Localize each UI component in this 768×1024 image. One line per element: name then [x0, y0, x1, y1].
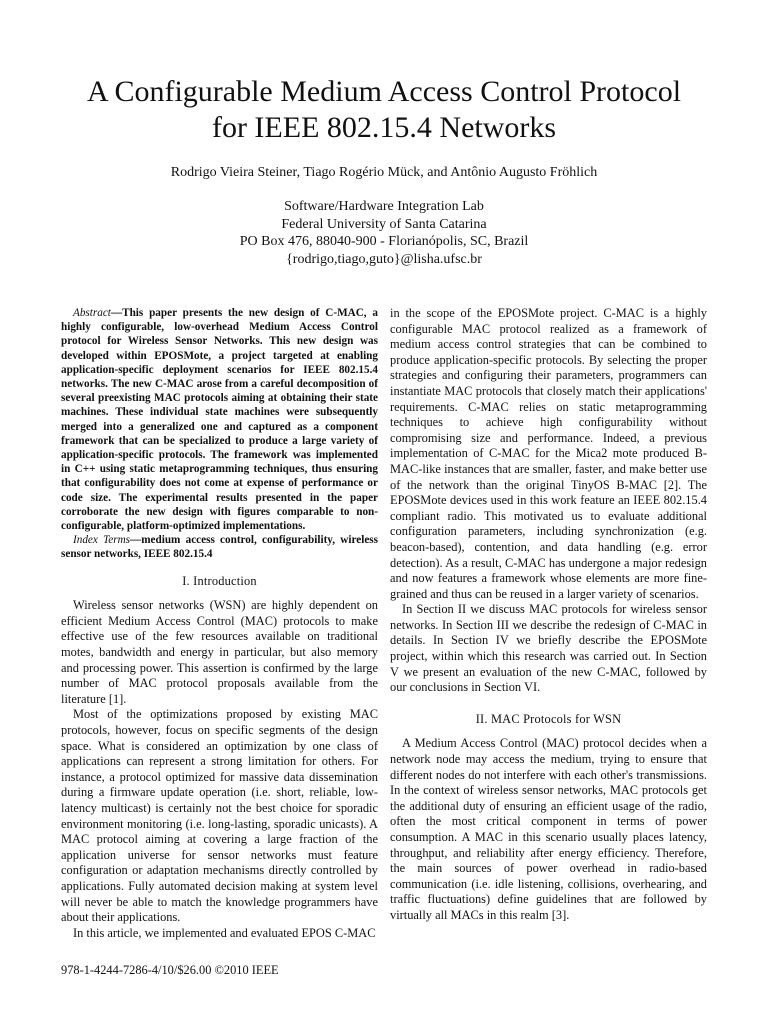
- paper-title: [40, 74, 728, 146]
- abstract-text: —This paper presents the new design of C-MAC, a highly configurable, low-overhead Medium Access Control protocol for Wireless Sensor Networks. This new design was developed within EPOSMote, a project targeted at enabling application-specific deployment scenarios for IEEE 802.15.4 networks. The new C-MAC arose from a careful decomposition of several preexisting MAC protocols aiming at obtaining their state machines. These individual state machines were subsequently merged into a generalized one and captured as a component framework that can be specialized to produce a large variety of application-specific protocols. The framework was implemented in C++ using static metaprogramming techniques, thus ensuring that configurability does not come at expense of performance or code size. The experimental results presented in the paper corroborate the new design with figures comparable to non-configurable, platform-optimized implementations.: [61, 307, 378, 533]
- affiliation-lab: Software/Hardware Integration Lab: [284, 199, 484, 214]
- section2-paragraph-1: A Medium Access Control (MAC) protocol decides when a network node may access the medium, trying to ensure that different nodes do not interfere with each other's transmissions. In the context of wireless sensor networks, MAC protocols get the additional duty of ensuring an efficient usage of the radio, often the most critical component in terms of power consumption. A MAC in this scenario usually places latency, throughput, and reliability after energy efficiency. Therefore, the main sources of power overhead in radio-based communication (i.e. idle listening, collisions, overhearing, and traffic fluctuations) define guidelines that are followed by virtually all MACs in this realm [3].: [390, 736, 707, 922]
- index-terms: [61, 533, 378, 561]
- author-list: Rodrigo Vieira Steiner, Tiago Rogério Mück, and Antônio Augusto Fröhlich: [170, 165, 598, 180]
- affiliation-email: {rodrigo,tiago,guto}@lisha.ufsc.br: [286, 251, 482, 267]
- copyright-footer: 978-1-4244-7286-4/10/$26.00 ©2010 IEEE: [61, 963, 279, 977]
- intro-paragraph-3: In this article, we implemented and evaluated EPOS C-MAC: [73, 925, 376, 940]
- abstract: [61, 306, 378, 533]
- intro-paragraph-1: Wireless sensor networks (WSN) are highly dependent on efficient Medium Access Control (MAC) protocols to make effective use of the few resources available on traditional motes, bandwidth and energy in particular, but also memory and processing power. This assertion is confirmed by the large number of MAC protocol proposals available from the literature [1].: [61, 598, 378, 706]
- title-line-2: for IEEE 802.15.4 Networks: [211, 111, 557, 144]
- affiliation-address: PO Box 476, 88040-900 - Florianópolis, SC, Brazil: [239, 234, 529, 249]
- abstract-lead: Abstract: [73, 307, 111, 319]
- intro-paragraph-continued: in the scope of the EPOSMote project. C-MAC is a highly configurable MAC protocol realized as a framework of medium access control strategies that can be combined to produce application-specific protocols. By selecting the proper strategies and configuring their parameters, programmers can instantiate MAC protocols that closely match their applications' requirements. C-MAC relies on static metaprogramming techniques to achieve high configurability without compromising size and performance. Indeed, a previous implementation of C-MAC for the Mica2 mote produced B-MAC-like instances that are smaller, faster, and make better use of the network than the original TinyOS B-MAC [2]. The EPOSMote devices used in this work feature an IEEE 802.15.4 compliant radio. This motivated us to evaluate additional configuration parameters, including synchronization (e.g. beacon-based), contention, and data handling (e.g. error detection). As a result, C-MAC has undergone a major redesign and now features a framework whose elements are more fine-grained and thus can be reused in a larger variety of scenarios.: [390, 306, 707, 601]
- index-terms-lead: Index Terms: [73, 534, 131, 547]
- title-line-1: A Configurable Medium Access Control Protocol: [86, 75, 682, 108]
- affiliation-block: [40, 198, 728, 268]
- intro-paragraph-outline: In Section II we discuss MAC protocols for wireless sensor networks. In Section III we describe the redesign of C-MAC in details. In Section IV we briefly describe the EPOSMote project, within which this research was carried out. In Section V we present an evaluation of the new C-MAC, followed by our conclusions in Section VI.: [390, 602, 707, 695]
- section-heading-introduction: I. Introduction: [182, 573, 257, 588]
- affiliation-university: Federal University of Santa Catarina: [281, 216, 487, 232]
- intro-paragraph-2: Most of the optimizations proposed by existing MAC protocols, however, focus on specific segments of the design space. What is considered an optimization by one class of applications can represent a strong limitation for others. For instance, a protocol optimized for massive data dissemination during a firmware update operation (i.e. short, reliable, low-latency multicast) is certainly not the best choice for sporadic environment monitoring (i.e. long-lasting, sporadic unicasts). A MAC protocol aiming at covering a large fraction of the application universe for sensor networks must feature configuration or adaptation mechanisms directly controlled by applications. Fully automated decision making at system level will never be able to match the knowledge programmers have about their applications.: [61, 707, 378, 925]
- right-column: [390, 306, 707, 924]
- section-heading-mac-protocols: II. MAC Protocols for WSN: [475, 711, 622, 726]
- left-column: [61, 306, 378, 941]
- index-terms-text: —medium access control, configurability, wireless sensor networks, IEEE 802.15.4: [61, 534, 378, 561]
